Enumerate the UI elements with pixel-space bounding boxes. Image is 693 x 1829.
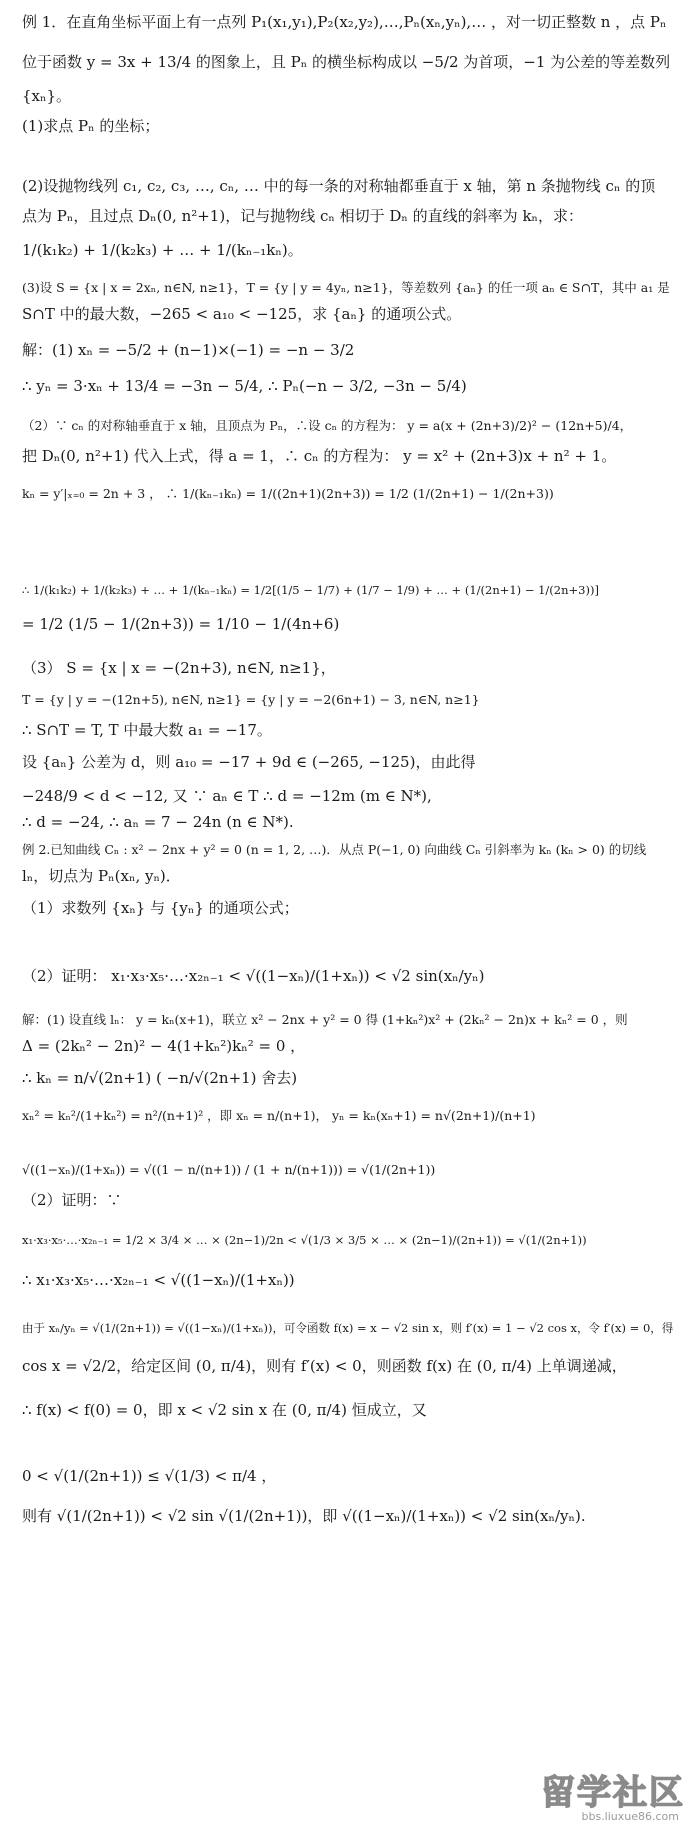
text-line: ∴ yₙ = 3·xₙ + 13/4 = −3n − 5/4, ∴ Pₙ(−n − 3/2, −3n − 5/4) <box>22 377 467 395</box>
text-line: 把 Dₙ(0, n²+1) 代入上式，得 a = 1，∴ cₙ 的方程为： y = x² + (2n+3)x + n² + 1。 <box>22 447 617 465</box>
site-watermark-logo <box>515 1765 685 1823</box>
text-line: kₙ = y′|ₓ₌₀ = 2n + 3 ， ∴ 1/(kₙ₋₁kₙ) = 1/((2n+1)(2n+3)) = 1/2 (1/(2n+1) − 1/(2n+3)) <box>22 486 554 501</box>
text-line: （3） S = {x | x = −(2n+3), n∈N, n≥1}， <box>22 659 336 677</box>
text-line: S∩T 中的最大数，−265 < a₁₀ < −125，求 {aₙ} 的通项公式。 <box>22 305 462 323</box>
text-line: ∴ kₙ = n/√(2n+1) ( −n/√(2n+1) 舍去) <box>22 1069 298 1087</box>
text-line: 例 1．在直角坐标平面上有一点列 P₁(x₁,y₁),P₂(x₂,y₂),…,Pₙ(xₙ,yₙ),… ，对一切正整数 n ，点 Pₙ <box>22 13 667 31</box>
text-line: ∴ S∩T = T, T 中最大数 a₁ = −17。 <box>22 721 272 739</box>
text-line: {xₙ}。 <box>22 87 72 105</box>
text-line: −248/9 < d < −12, 又 ∵ aₙ ∈ T ∴ d = −12m (m ∈ N*), <box>22 787 432 805</box>
text-line: 0 < √(1/(2n+1)) ≤ √(1/3) < π/4 ， <box>22 1467 277 1485</box>
text-line: 设 {aₙ} 公差为 d，则 a₁₀ = −17 + 9d ∈ (−265, −125)，由此得 <box>22 753 476 771</box>
text-line: Δ = (2kₙ² − 2n)² − 4(1+kₙ²)kₙ² = 0 ， <box>22 1037 306 1055</box>
text-line: xₙ² = kₙ²/(1+kₙ²) = n²/(n+1)² ，即 xₙ = n/(n+1)， yₙ = kₙ(xₙ+1) = n√(2n+1)/(n+1) <box>22 1108 536 1123</box>
watermark-logo-text: 留学社区 <box>541 1773 685 1813</box>
text-line: 1/(k₁k₂) + 1/(k₂k₃) + … + 1/(kₙ₋₁kₙ)。 <box>22 241 303 259</box>
text-line: (3)设 S = {x | x = 2xₙ, n∈N, n≥1}，T = {y | y = 4yₙ, n≥1}，等差数列 {aₙ} 的任一项 aₙ ∈ S∩T，其中 a₁ 是 <box>22 280 670 295</box>
text-line: 解：(1) 设直线 lₙ： y = kₙ(x+1)，联立 x² − 2nx + y² = 0 得 (1+kₙ²)x² + (2kₙ² − 2n)x + kₙ² = 0 ，则 <box>22 1012 628 1027</box>
text-line: (1)求点 Pₙ 的坐标； <box>22 117 160 135</box>
text-line: （1）求数列 {xₙ} 与 {yₙ} 的通项公式； <box>22 899 299 917</box>
text-line: ∴ 1/(k₁k₂) + 1/(k₂k₃) + … + 1/(kₙ₋₁kₙ) = 1/2[(1/5 − 1/7) + (1/7 − 1/9) + … + (1/(2n+1) − 1/(2n+3))] <box>22 583 599 597</box>
text-line: 点为 Pₙ，且过点 Dₙ(0, n²+1)，记与抛物线 cₙ 相切于 Dₙ 的直线的斜率为 kₙ，求： <box>22 207 584 225</box>
text-line: x₁·x₃·x₅·…·x₂ₙ₋₁ = 1/2 × 3/4 × … × (2n−1)/2n < √(1/3 × 3/5 × … × (2n−1)/(2n+1)) = √(1/(2n+1)) <box>22 1233 587 1247</box>
watermark-url: bbs.liuxue86.com <box>581 1810 679 1823</box>
text-line: = 1/2 (1/5 − 1/(2n+3)) = 1/10 − 1/(4n+6) <box>22 615 340 633</box>
text-line: 解：(1) xₙ = −5/2 + (n−1)×(−1) = −n − 3/2 <box>22 341 355 359</box>
text-line: T = {y | y = −(12n+5), n∈N, n≥1} = {y | y = −2(6n+1) − 3, n∈N, n≥1} <box>22 692 480 707</box>
text-line: ∴ f(x) < f(0) = 0，即 x < √2 sin x 在 (0, π/4) 恒成立，又 <box>22 1401 427 1419</box>
text-line: （2）∵ cₙ 的对称轴垂直于 x 轴，且顶点为 Pₙ，∴设 cₙ 的方程为： y = a(x + (2n+3)/2)² − (12n+5)/4， <box>22 418 633 433</box>
text-line: （2）证明： x₁·x₃·x₅·…·x₂ₙ₋₁ < √((1−xₙ)/(1+xₙ)) < √2 sin(xₙ/yₙ) <box>22 967 485 985</box>
text-line: lₙ，切点为 Pₙ(xₙ, yₙ)． <box>22 867 181 885</box>
text-line: 位于函数 y = 3x + 13/4 的图象上，且 Pₙ 的横坐标构成以 −5/2 为首项，−1 为公差的等差数列 <box>22 53 671 71</box>
text-line: ∴ x₁·x₃·x₅·…·x₂ₙ₋₁ < √((1−xₙ)/(1+xₙ)) <box>22 1271 295 1289</box>
text-line: 由于 xₙ/yₙ = √(1/(2n+1)) = √((1−xₙ)/(1+xₙ))，可令函数 f(x) = x − √2 sin x，则 f′(x) = 1 − √2 cos x，令 f′(x) = 0，得 <box>22 1321 674 1335</box>
text-line: 则有 √(1/(2n+1)) < √2 sin √(1/(2n+1))，即 √((1−xₙ)/(1+xₙ)) < √2 sin(xₙ/yₙ). <box>22 1507 586 1525</box>
text-line: (2)设抛物线列 c₁, c₂, c₃, …, cₙ, … 中的每一条的对称轴都垂直于 x 轴，第 n 条抛物线 cₙ 的顶 <box>22 177 656 195</box>
text-line: ∴ d = −24, ∴ aₙ = 7 − 24n (n ∈ N*). <box>22 813 294 831</box>
text-line: 例 2.已知曲线 Cₙ : x² − 2nx + y² = 0 (n = 1, 2, …)．从点 P(−1, 0) 向曲线 Cₙ 引斜率为 kₙ (kₙ > 0) 的切线 <box>22 842 647 857</box>
text-line: （2）证明：∵ <box>22 1191 122 1209</box>
text-line: √((1−xₙ)/(1+xₙ)) = √((1 − n/(n+1)) / (1 + n/(n+1))) = √(1/(2n+1)) <box>22 1162 436 1177</box>
text-line: cos x = √2/2，给定区间 (0, π/4)，则有 f′(x) < 0，则函数 f(x) 在 (0, π/4) 上单调递减， <box>22 1357 627 1375</box>
